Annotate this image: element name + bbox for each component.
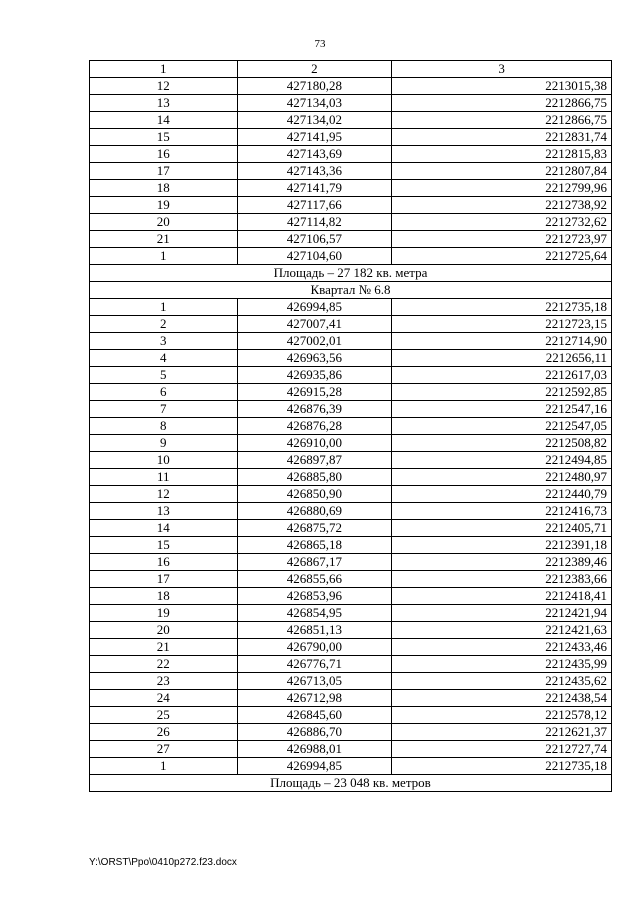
table-row bbox=[90, 197, 612, 214]
point-number-cell: 1 bbox=[90, 758, 238, 775]
point-number-cell: 9 bbox=[90, 435, 238, 452]
column-header-2: 2 bbox=[237, 61, 392, 78]
y-coordinate-cell: 2212405,71 bbox=[392, 520, 612, 537]
table-row bbox=[90, 673, 612, 690]
table-row bbox=[90, 741, 612, 758]
x-coordinate-cell: 426897,87 bbox=[237, 452, 392, 469]
x-coordinate-cell: 426867,17 bbox=[237, 554, 392, 571]
y-coordinate-cell: 2212656,11 bbox=[392, 350, 612, 367]
x-coordinate-cell: 427134,02 bbox=[237, 112, 392, 129]
section-title: Квартал № 6.8 bbox=[90, 282, 612, 299]
area-summary: Площадь – 27 182 кв. метра bbox=[90, 265, 612, 282]
table-row bbox=[90, 146, 612, 163]
y-coordinate-cell: 2212592,85 bbox=[392, 384, 612, 401]
coordinates-table-body bbox=[90, 61, 612, 792]
y-coordinate-cell: 2212508,82 bbox=[392, 435, 612, 452]
y-coordinate-cell: 2212421,63 bbox=[392, 622, 612, 639]
table-header-row bbox=[90, 61, 612, 78]
x-coordinate-cell: 426712,98 bbox=[237, 690, 392, 707]
point-number-cell: 18 bbox=[90, 588, 238, 605]
y-coordinate-cell: 2212723,97 bbox=[392, 231, 612, 248]
table-row bbox=[90, 435, 612, 452]
section-title-row bbox=[90, 282, 612, 299]
x-coordinate-cell: 427117,66 bbox=[237, 197, 392, 214]
y-coordinate-cell: 2212547,16 bbox=[392, 401, 612, 418]
point-number-cell: 14 bbox=[90, 520, 238, 537]
point-number-cell: 13 bbox=[90, 95, 238, 112]
y-coordinate-cell: 2212725,64 bbox=[392, 248, 612, 265]
x-coordinate-cell: 426851,13 bbox=[237, 622, 392, 639]
x-coordinate-cell: 426885,80 bbox=[237, 469, 392, 486]
y-coordinate-cell: 2212547,05 bbox=[392, 418, 612, 435]
point-number-cell: 7 bbox=[90, 401, 238, 418]
point-number-cell: 26 bbox=[90, 724, 238, 741]
table-row bbox=[90, 367, 612, 384]
y-coordinate-cell: 2212578,12 bbox=[392, 707, 612, 724]
table-row bbox=[90, 486, 612, 503]
x-coordinate-cell: 426994,85 bbox=[237, 299, 392, 316]
x-coordinate-cell: 426963,56 bbox=[237, 350, 392, 367]
point-number-cell: 11 bbox=[90, 469, 238, 486]
point-number-cell: 16 bbox=[90, 146, 238, 163]
file-path-footer: Y:\ORST\Ppo\0410p272.f23.docx bbox=[89, 857, 237, 868]
table-row bbox=[90, 639, 612, 656]
area-summary: Площадь – 23 048 кв. метров bbox=[90, 775, 612, 792]
x-coordinate-cell: 427143,36 bbox=[237, 163, 392, 180]
table-row bbox=[90, 605, 612, 622]
page-number: 73 bbox=[314, 38, 326, 50]
point-number-cell: 14 bbox=[90, 112, 238, 129]
table-row bbox=[90, 112, 612, 129]
y-coordinate-cell: 2212435,62 bbox=[392, 673, 612, 690]
table-row bbox=[90, 571, 612, 588]
table-row bbox=[90, 758, 612, 775]
point-number-cell: 6 bbox=[90, 384, 238, 401]
y-coordinate-cell: 2212391,18 bbox=[392, 537, 612, 554]
point-number-cell: 13 bbox=[90, 503, 238, 520]
x-coordinate-cell: 427106,57 bbox=[237, 231, 392, 248]
x-coordinate-cell: 426854,95 bbox=[237, 605, 392, 622]
x-coordinate-cell: 426886,70 bbox=[237, 724, 392, 741]
table-row bbox=[90, 622, 612, 639]
area-row bbox=[90, 775, 612, 792]
point-number-cell: 19 bbox=[90, 197, 238, 214]
table-row bbox=[90, 163, 612, 180]
y-coordinate-cell: 2212438,54 bbox=[392, 690, 612, 707]
point-number-cell: 20 bbox=[90, 622, 238, 639]
y-coordinate-cell: 2213015,38 bbox=[392, 78, 612, 95]
point-number-cell: 4 bbox=[90, 350, 238, 367]
table-row bbox=[90, 180, 612, 197]
point-number-cell: 1 bbox=[90, 248, 238, 265]
table-row bbox=[90, 537, 612, 554]
point-number-cell: 24 bbox=[90, 690, 238, 707]
y-coordinate-cell: 2212866,75 bbox=[392, 95, 612, 112]
table-row bbox=[90, 554, 612, 571]
x-coordinate-cell: 426915,28 bbox=[237, 384, 392, 401]
area-row bbox=[90, 265, 612, 282]
y-coordinate-cell: 2212727,74 bbox=[392, 741, 612, 758]
column-header-3: 3 bbox=[392, 61, 612, 78]
table-row bbox=[90, 248, 612, 265]
y-coordinate-cell: 2212389,46 bbox=[392, 554, 612, 571]
point-number-cell: 15 bbox=[90, 129, 238, 146]
y-coordinate-cell: 2212621,37 bbox=[392, 724, 612, 741]
x-coordinate-cell: 426790,00 bbox=[237, 639, 392, 656]
x-coordinate-cell: 426880,69 bbox=[237, 503, 392, 520]
point-number-cell: 2 bbox=[90, 316, 238, 333]
table-row bbox=[90, 690, 612, 707]
point-number-cell: 10 bbox=[90, 452, 238, 469]
x-coordinate-cell: 427002,01 bbox=[237, 333, 392, 350]
y-coordinate-cell: 2212714,90 bbox=[392, 333, 612, 350]
table-row bbox=[90, 707, 612, 724]
point-number-cell: 19 bbox=[90, 605, 238, 622]
point-number-cell: 1 bbox=[90, 299, 238, 316]
y-coordinate-cell: 2212807,84 bbox=[392, 163, 612, 180]
y-coordinate-cell: 2212480,97 bbox=[392, 469, 612, 486]
table-row bbox=[90, 350, 612, 367]
y-coordinate-cell: 2212435,99 bbox=[392, 656, 612, 673]
point-number-cell: 18 bbox=[90, 180, 238, 197]
x-coordinate-cell: 426994,85 bbox=[237, 758, 392, 775]
point-number-cell: 23 bbox=[90, 673, 238, 690]
y-coordinate-cell: 2212418,41 bbox=[392, 588, 612, 605]
table-row bbox=[90, 129, 612, 146]
x-coordinate-cell: 427141,95 bbox=[237, 129, 392, 146]
table-row bbox=[90, 95, 612, 112]
point-number-cell: 21 bbox=[90, 231, 238, 248]
y-coordinate-cell: 2212831,74 bbox=[392, 129, 612, 146]
table-row bbox=[90, 588, 612, 605]
point-number-cell: 21 bbox=[90, 639, 238, 656]
x-coordinate-cell: 426876,28 bbox=[237, 418, 392, 435]
point-number-cell: 27 bbox=[90, 741, 238, 758]
table-row bbox=[90, 724, 612, 741]
x-coordinate-cell: 426845,60 bbox=[237, 707, 392, 724]
x-coordinate-cell: 427134,03 bbox=[237, 95, 392, 112]
coordinates-table bbox=[89, 60, 612, 792]
y-coordinate-cell: 2212440,79 bbox=[392, 486, 612, 503]
x-coordinate-cell: 427141,79 bbox=[237, 180, 392, 197]
x-coordinate-cell: 426876,39 bbox=[237, 401, 392, 418]
point-number-cell: 12 bbox=[90, 78, 238, 95]
point-number-cell: 15 bbox=[90, 537, 238, 554]
x-coordinate-cell: 426713,05 bbox=[237, 673, 392, 690]
y-coordinate-cell: 2212815,83 bbox=[392, 146, 612, 163]
table-row bbox=[90, 384, 612, 401]
y-coordinate-cell: 2212383,66 bbox=[392, 571, 612, 588]
x-coordinate-cell: 426853,96 bbox=[237, 588, 392, 605]
x-coordinate-cell: 427104,60 bbox=[237, 248, 392, 265]
y-coordinate-cell: 2212421,94 bbox=[392, 605, 612, 622]
x-coordinate-cell: 426865,18 bbox=[237, 537, 392, 554]
x-coordinate-cell: 426935,86 bbox=[237, 367, 392, 384]
y-coordinate-cell: 2212799,96 bbox=[392, 180, 612, 197]
table-row bbox=[90, 503, 612, 520]
y-coordinate-cell: 2212617,03 bbox=[392, 367, 612, 384]
y-coordinate-cell: 2212735,18 bbox=[392, 758, 612, 775]
table-row bbox=[90, 316, 612, 333]
x-coordinate-cell: 427180,28 bbox=[237, 78, 392, 95]
y-coordinate-cell: 2212494,85 bbox=[392, 452, 612, 469]
table-row bbox=[90, 452, 612, 469]
point-number-cell: 16 bbox=[90, 554, 238, 571]
y-coordinate-cell: 2212738,92 bbox=[392, 197, 612, 214]
x-coordinate-cell: 427114,82 bbox=[237, 214, 392, 231]
point-number-cell: 12 bbox=[90, 486, 238, 503]
point-number-cell: 5 bbox=[90, 367, 238, 384]
y-coordinate-cell: 2212732,62 bbox=[392, 214, 612, 231]
y-coordinate-cell: 2212735,18 bbox=[392, 299, 612, 316]
point-number-cell: 17 bbox=[90, 571, 238, 588]
x-coordinate-cell: 427007,41 bbox=[237, 316, 392, 333]
x-coordinate-cell: 426850,90 bbox=[237, 486, 392, 503]
table-row bbox=[90, 214, 612, 231]
y-coordinate-cell: 2212416,73 bbox=[392, 503, 612, 520]
x-coordinate-cell: 426875,72 bbox=[237, 520, 392, 537]
table-row bbox=[90, 469, 612, 486]
point-number-cell: 3 bbox=[90, 333, 238, 350]
table-row bbox=[90, 520, 612, 537]
x-coordinate-cell: 427143,69 bbox=[237, 146, 392, 163]
x-coordinate-cell: 426910,00 bbox=[237, 435, 392, 452]
point-number-cell: 20 bbox=[90, 214, 238, 231]
point-number-cell: 25 bbox=[90, 707, 238, 724]
table-row bbox=[90, 401, 612, 418]
table-row bbox=[90, 299, 612, 316]
table-row bbox=[90, 333, 612, 350]
table-row bbox=[90, 231, 612, 248]
point-number-cell: 8 bbox=[90, 418, 238, 435]
point-number-cell: 22 bbox=[90, 656, 238, 673]
x-coordinate-cell: 426776,71 bbox=[237, 656, 392, 673]
table-row bbox=[90, 78, 612, 95]
y-coordinate-cell: 2212433,46 bbox=[392, 639, 612, 656]
x-coordinate-cell: 426855,66 bbox=[237, 571, 392, 588]
table-row bbox=[90, 656, 612, 673]
table-row bbox=[90, 418, 612, 435]
column-header-1: 1 bbox=[90, 61, 238, 78]
y-coordinate-cell: 2212866,75 bbox=[392, 112, 612, 129]
y-coordinate-cell: 2212723,15 bbox=[392, 316, 612, 333]
point-number-cell: 17 bbox=[90, 163, 238, 180]
x-coordinate-cell: 426988,01 bbox=[237, 741, 392, 758]
